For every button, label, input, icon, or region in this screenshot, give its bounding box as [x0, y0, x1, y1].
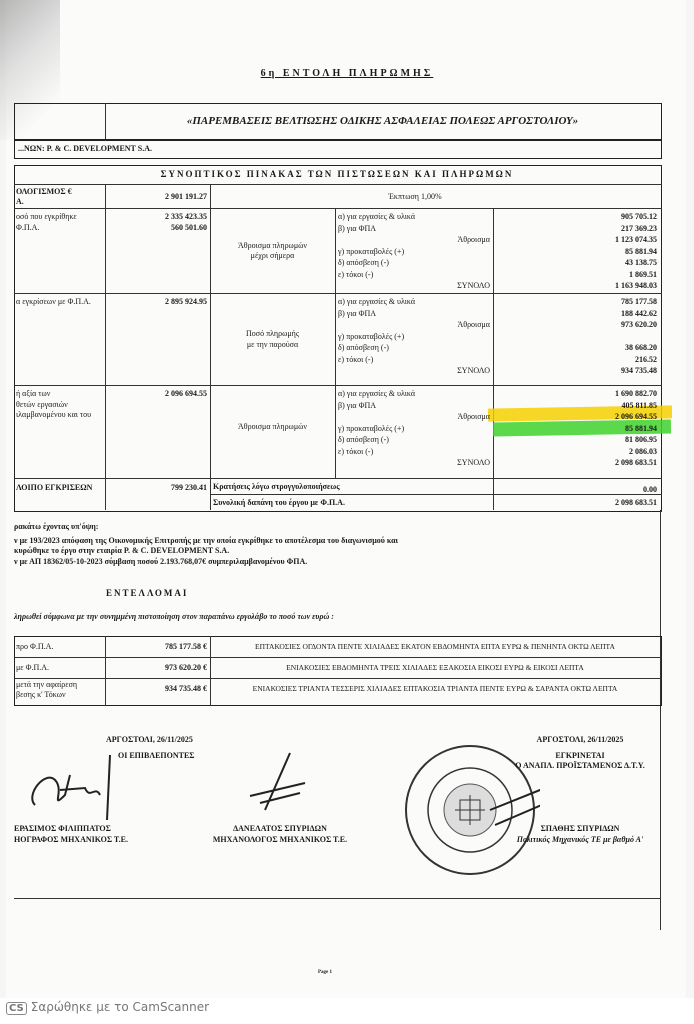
section-middle-label: Άθροισμα πληρωμών: [237, 421, 307, 431]
camscanner-text: Σαρώθηκε με το CamScanner: [30, 1000, 210, 1014]
section-item-label: α) για εργασίες & υλικά: [338, 212, 416, 221]
divider: [14, 184, 662, 185]
signatory-3-name: ΣΠΑΘΗΣ ΣΠΥΡΙΔΩΝ: [540, 824, 620, 833]
section-middle-label: Ποσό πληρωμής με την παρούσα: [245, 329, 300, 349]
section-middle-label: Άθροισμα πληρωμών μέχρι σήμερα: [237, 240, 307, 260]
divider: [210, 478, 211, 510]
section-item-label: δ) απόσβεση (-): [338, 258, 389, 267]
payment-words: ΕΝΙΑΚΟΣΙΕΣ ΤΡΙΑΝΤΑ ΤΕΣΣΕΡΙΣ ΧΙΛΙΑΔΕΣ ΕΠΤΑΚΟΣΙΑ ΤΡΙΑΝΤΑ ΠΕΝΤΕ ΕΥΡΩ & ΣΑΡΑΝΤΑ ΟΚΤΩ ΛΕΠΤΑ: [252, 684, 618, 693]
section-item-label: β) για ΦΠΑ: [338, 223, 377, 233]
payment-amount: 973 620.20 €: [165, 663, 207, 672]
total-value: 2 098 683.51: [615, 498, 657, 507]
divider: [14, 657, 662, 658]
section-item-label: ε) τόκοι (-): [338, 354, 374, 364]
payment-words: ΕΝΙΑΚΟΣΙΕΣ ΕΒΔΟΜΗΝΤΑ ΤΡΕΙΣ ΧΙΛΙΑΔΕΣ ΕΞΑΚΟΣΙΑ ΕΙΚΟΣΙ ΕΥΡΩ & ΕΙΚΟΣΙ ΛΕΠΤΑ: [286, 663, 584, 672]
discount: Έκπτωση 1,00%: [388, 192, 442, 201]
page-border: [660, 510, 661, 930]
signatory-1-name: ΕΡΑΣΙΜΟΣ ΦΙΛΙΠΠΑΤΟΣ: [14, 824, 111, 833]
section-item-label: β) για ΦΠΑ: [338, 308, 377, 318]
section-left-label: α εγκρίσεων με Φ.Π.Α.: [16, 297, 91, 306]
section-item-value: 1 869.51: [629, 269, 657, 279]
section-item-value: 785 177.58: [621, 297, 657, 306]
section-item-label: Άθροισμα: [457, 412, 490, 421]
section-item-value: 934 735.48: [621, 366, 657, 375]
section-item-value: 81 806.95: [625, 435, 657, 444]
section-item-value: 405 811.85: [621, 400, 657, 410]
order-text: ληρωθεί σύμφωνα με την συνημμένη πιστοποίηση στον παραπάνω εργολάβο το ποσό των ευρώ :: [14, 612, 334, 621]
section-item-label: γ) προκαταβολές (+): [338, 423, 405, 433]
section-item-label: γ) προκαταβολές (+): [338, 331, 405, 341]
section-item-value: 43 138.75: [625, 258, 657, 267]
section-item-value: 2 096 694.55: [615, 412, 657, 421]
signatory-1-title: ΗΟΓΡΑΦΟΣ ΜΗΧΑΝΙΚΟΣ Τ.Ε.: [14, 835, 129, 844]
rounding-label: Κρατήσεις λόγω στρογγυλοποιήσεως: [213, 482, 340, 491]
considering-line: ρακάτω έχοντας υπ'όψη:: [14, 522, 99, 531]
signatory-2-title: ΜΗΧΑΝΟΛΟΓΟΣ ΜΗΧΑΝΙΚΟΣ Τ.Ε.: [212, 835, 348, 844]
divider: [14, 678, 662, 679]
signatory-2-name: ΔΑΝΕΛΑΤΟΣ ΣΠΥΡΙΔΩΝ: [233, 824, 327, 833]
section-item-label: δ) απόσβεση (-): [338, 435, 389, 444]
approver-role: Ο ΑΝΑΠΛ. ΠΡΟΪΣΤΑΜΕΝΟΣ Δ.Τ.Υ.: [515, 761, 645, 770]
contractor: ...ΝΩΝ: P. & C. DEVELOPMENT S.A.: [18, 144, 152, 153]
rounding-value: 0.00: [643, 485, 657, 494]
considering-line: ν με ΑΠ 18362/05-10-2023 σύμβαση ποσού 2.193.768,07€ συμπεριλαμβανομένου ΦΠΑ.: [14, 556, 308, 566]
section-item-value: 216.52: [635, 354, 657, 364]
section-left-label: οσό που εγκρίθηκε Φ.Π.Α.: [16, 212, 77, 232]
section-left-values: 2 895 924.95: [165, 297, 207, 306]
left-place-date: ΑΡΓΟΣΤΟΛΙ, 26/11/2025: [106, 735, 193, 744]
section-item-value: 2 086.03: [629, 446, 657, 456]
budget-value: 2 901 191.27: [165, 192, 207, 201]
supervisors-label: ΟΙ ΕΠΙΒΛΕΠΟΝΤΕΣ: [118, 751, 195, 760]
section-item-label: Άθροισμα: [457, 235, 490, 244]
section-item-value: 38 668.20: [625, 343, 657, 352]
section-left-label: ή αξία των θετών εργασιών ιλαμβανομένου και του: [16, 389, 92, 419]
divider: [14, 208, 662, 209]
signatory-3-title: Πολιτικός Μηχανικός ΤΕ με βαθμό Α': [516, 835, 644, 844]
document-title: 6η ΕΝΤΟΛΗ ΠΛΗΡΩΜΗΣ: [260, 68, 434, 79]
divider: [14, 478, 662, 479]
payment-words: ΕΠΤΑΚΟΣΙΕΣ ΟΓΔΟΝΤΑ ΠΕΝΤΕ ΧΙΛΙΑΔΕΣ ΕΚΑΤΟΝ ΕΒΔΟΜΗΝΤΑ ΕΠΤΑ ΕΥΡΩ & ΠΕΝΗΝΤΑ ΟΚΤΩ ΛΕΠΤΑ: [255, 642, 615, 651]
remaining-value: 799 230.41: [171, 483, 207, 492]
approved-label: ΕΓΚΡΙΝΕΤΑΙ: [555, 751, 605, 760]
section-left-values: 2 096 694.55: [165, 389, 207, 398]
section-item-label: β) για ΦΠΑ: [338, 400, 377, 410]
payment-label: με Φ.Π.Α.: [16, 663, 50, 672]
section-item-label: α) για εργασίες & υλικά: [338, 389, 416, 398]
section-item-value: 1 163 948.03: [615, 281, 657, 290]
total-label: Συνολική δαπάνη του έργου με Φ.Π.Α.: [213, 498, 345, 507]
divider: [14, 293, 662, 294]
section-item-label: ε) τόκοι (-): [338, 446, 374, 456]
summary-heading: ΣΥΝΟΠΤΙΚΟΣ ΠΙΝΑΚΑΣ ΤΩΝ ΠΙΣΤΩΣΕΩΝ ΚΑΙ ΠΛΗΡΩΜΩΝ: [160, 169, 514, 179]
payment-label: προ Φ.Π.Α.: [16, 642, 54, 651]
section-item-value: 1 690 882.70: [615, 389, 657, 398]
payment-amount: 785 177.58 €: [165, 642, 207, 651]
considering-text: [14, 522, 398, 567]
section-item-value: 1 123 074.35: [615, 235, 657, 244]
section-item-value: 217 369.23: [621, 223, 657, 233]
payment-label: μετά την αφαίρεση βεσης κ' Τόκων: [16, 680, 78, 699]
section-item-value: 905 705.12: [621, 212, 657, 221]
divider: [14, 385, 662, 386]
page-label: Page 1: [318, 970, 333, 975]
budget-label: ΟΛΟΓΙΣΜΟΣ € Α.: [16, 187, 72, 206]
signature-1: [15, 750, 115, 825]
signature-2: [245, 748, 315, 818]
camscanner-logo: CS: [6, 1002, 27, 1015]
section-item-label: ΣΥΝΟΛΟ: [457, 281, 490, 290]
section-item-label: ΣΥΝΟΛΟ: [457, 458, 490, 467]
camscanner-footer: [0, 998, 694, 1024]
section-item-value: 85 881.94: [625, 423, 657, 433]
section-left-values: 2 335 423.35 560 501.60: [165, 212, 207, 232]
divider: [14, 898, 660, 899]
considering-line: ν με 193/2023 απόφαση της Οικονομικής Επιτροπής με την οποία εγκρίθηκε το αποτέλεσμα του διαγωνισμού και: [14, 535, 399, 545]
payment-amount: 934 735.48 €: [165, 684, 207, 693]
section-item-label: ε) τόκοι (-): [338, 269, 374, 279]
remaining-label: ΛΟΙΠΟ ΕΓΚΡΙΣΕΩΝ: [16, 483, 93, 492]
section-item-label: ΣΥΝΟΛΟ: [457, 366, 490, 375]
order-heading: ΕΝΤΕΛΛΟΜΑΙ: [106, 588, 189, 598]
considering-line: κυρώθηκε το έργο στην εταιρία P. & C. DEVELOPMENT S.A.: [14, 546, 230, 556]
right-place-date: ΑΡΓΟΣΤΟΛΙ, 26/11/2025: [536, 735, 624, 744]
divider: [210, 494, 662, 495]
section-item-value: 2 098 683.51: [615, 458, 657, 467]
section-item-label: γ) προκαταβολές (+): [338, 246, 405, 256]
section-item-value: 188 442.62: [621, 308, 657, 318]
section-item-value: 85 881.94: [625, 246, 657, 256]
project-title: «ΠΑΡΕΜΒΑΣΕΙΣ ΒΕΛΤΙΩΣΗΣ ΟΔΙΚΗΣ ΑΣΦΑΛΕΙΑΣ ΠΟΛΕΩΣ ΑΡΓΟΣΤΟΛΙΟΥ»: [186, 115, 579, 127]
section-item-label: δ) απόσβεση (-): [338, 343, 389, 352]
section-item-value: 973 620.20: [621, 320, 657, 329]
section-item-label: Άθροισμα: [457, 320, 490, 329]
section-item-label: α) για εργασίες & υλικά: [338, 297, 416, 306]
